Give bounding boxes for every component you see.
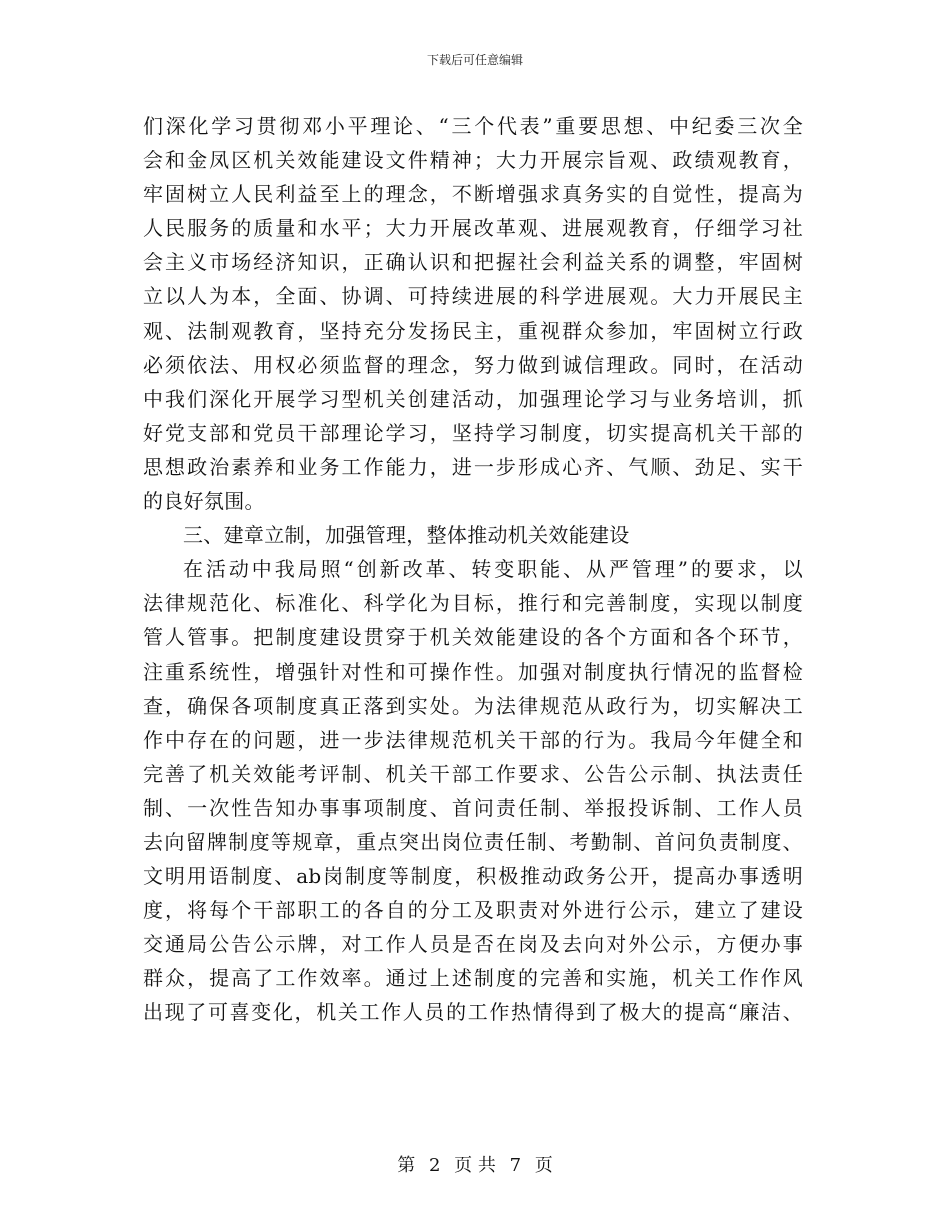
body-line: 思想政治素养和业务工作能力，进一步形成心齐、气顺、劲足、实干 (143, 454, 803, 479)
document-body (143, 109, 803, 1030)
body-line: 交通局公告公示牌，对工作人员是否在岗及去向对外公示，方便办事 (143, 932, 803, 957)
body-line: 管人管事。把制度建设贯穿于机关效能建设的各个方面和各个环节， (143, 625, 803, 650)
body-line: 作中存在的问题，进一步法律规范机关干部的行为。我局今年健全和 (143, 727, 803, 752)
page-header-note: 下载后可任意编辑 (426, 53, 523, 67)
footer-prefix: 第 (397, 1155, 416, 1176)
footer-suffix: 页 (534, 1155, 553, 1176)
body-line: 注重系统性，增强针对性和可操作性。加强对制度执行情况的监督检 (143, 659, 803, 684)
body-line: 在活动中我局照“创新改革、转变职能、从严管理”的要求，以 (183, 557, 803, 582)
body-line: 会和金凤区机关效能建设文件精神；大力开展宗旨观、政绩观教育， (143, 148, 803, 173)
body-line: 出现了可喜变化，机关工作人员的工作热情得到了极大的提高“廉洁、 (143, 1000, 803, 1025)
body-line: 去向留牌制度等规章，重点突出岗位责任制、考勤制、首问负责制度、 (143, 829, 803, 854)
current-page-number: 2 (428, 1155, 441, 1176)
body-line: 群众，提高了工作效率。通过上述制度的完善和实施，机关工作作风 (143, 966, 803, 991)
body-line: 度，将每个干部职工的各自的分工及职责对外进行公示，建立了建设 (143, 898, 803, 923)
body-line: 立以人为本，全面、协调、可持续进展的科学进展观。大力开展民主 (143, 284, 803, 309)
body-line: 会主义市场经济知识，正确认识和把握社会利益关系的调整，牢固树 (143, 250, 803, 275)
body-line: 们深化学习贯彻邓小平理论、“三个代表”重要思想、中纪委三次全 (143, 114, 803, 138)
body-line: 牢固树立人民利益至上的理念，不断增强求真务实的自觉性，提高为 (143, 182, 803, 207)
body-line: 好党支部和党员干部理论学习，坚持学习制度，切实提高机关干部的 (143, 420, 803, 445)
section-heading: 三、建章立制，加强管理，整体推动机关效能建设 (183, 523, 630, 548)
body-line: 法律规范化、标准化、科学化为目标，推行和完善制度，实现以制度 (143, 591, 803, 616)
body-line: 查，确保各项制度真正落到实处。为法律规范从政行为，切实解决工 (143, 693, 803, 718)
body-line: 中我们深化开展学习型机关创建活动，加强理论学习与业务培训，抓 (143, 386, 803, 411)
total-page-count: 7 (509, 1155, 522, 1176)
page-number-footer (0, 1155, 950, 1177)
body-line: 必须依法、用权必须监督的理念，努力做到诚信理政。同时，在活动 (143, 352, 803, 377)
body-line: 的良好氛围。 (143, 489, 265, 514)
body-line: 人民服务的质量和水平；大力开展改革观、进展观教育，仔细学习社 (143, 216, 803, 241)
footer-middle: 页 共 (454, 1155, 496, 1176)
body-line: 制、一次性告知办事事项制度、首问责任制、举报投诉制、工作人员 (143, 795, 803, 820)
body-line: 完善了机关效能考评制、机关干部工作要求、公告公示制、执法责任 (143, 761, 803, 786)
body-line: 文明用语制度、ab岗制度等制度，积极推动政务公开，提高办事透明 (143, 864, 803, 889)
body-line: 观、法制观教育，坚持充分发扬民主，重视群众参加，牢固树立行政 (143, 318, 803, 343)
